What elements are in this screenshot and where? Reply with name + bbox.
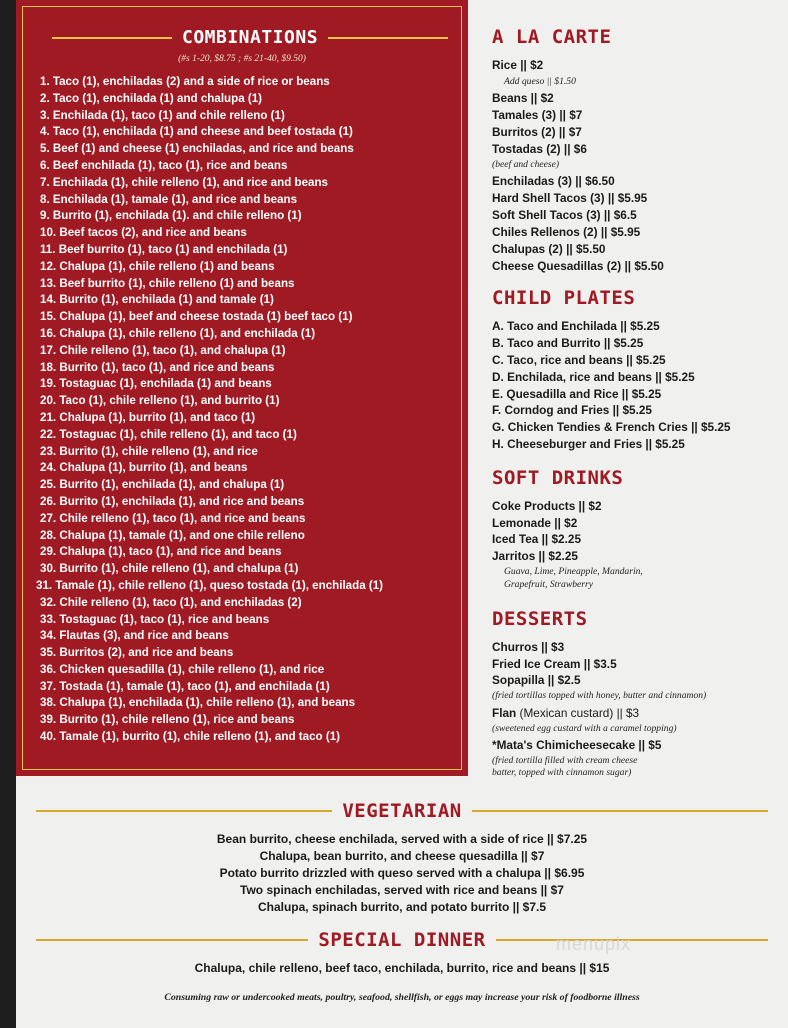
- menu-page: [16, 0, 788, 1028]
- combo-item: 13. Beef burrito (1), chile relleno (1) and beans: [40, 276, 295, 290]
- child-plate-item: D. Enchilada, rice and beans || $5.25: [492, 370, 695, 384]
- special-dinner-rule-right: [496, 939, 768, 941]
- dessert-flan-note: (sweetened egg custard with a caramel topping): [492, 723, 677, 734]
- header-rule-left: [52, 37, 172, 39]
- dessert-churros: Churros || $3: [492, 640, 565, 654]
- jarritos-flavors-line2: Grapefruit, Strawberry: [504, 579, 594, 590]
- dessert-sopapilla: Sopapilla || $2.5: [492, 673, 581, 687]
- combo-item: 16. Chalupa (1), chile relleno (1), and enchilada (1): [40, 326, 316, 340]
- special-dinner-header: [36, 929, 768, 951]
- special-dinner-item: Chalupa, chile relleno, beef taco, enchilada, burrito, rice and beans || $15: [194, 961, 610, 975]
- combo-item: 40. Tamale (1), burrito (1), chile relleno (1), and taco (1): [40, 730, 340, 744]
- child-plates-title: CHILD PLATES: [492, 287, 636, 309]
- soft-drinks-title: SOFT DRINKS: [492, 467, 624, 489]
- a-la-carte-rice: Rice || $2: [492, 58, 544, 72]
- a-la-carte-enchiladas: Enchiladas (3) || $6.50: [492, 174, 615, 188]
- combo-item: 17. Chile relleno (1), taco (1), and chalupa (1): [40, 343, 286, 357]
- soft-drink-jarritos: Jarritos || $2.25: [492, 549, 578, 563]
- child-plate-item: B. Taco and Burrito || $5.25: [492, 336, 644, 350]
- combinations-panel: [16, 0, 468, 776]
- combo-item: 5. Beef (1) and cheese (1) enchiladas, and rice and beans: [40, 142, 354, 156]
- combo-item: 37. Tostada (1), tamale (1), taco (1), and enchilada (1): [40, 679, 330, 693]
- combo-item: 2. Taco (1), enchilada (1) and chalupa (1): [40, 91, 263, 105]
- combo-item: 4. Taco (1), enchilada (1) and cheese and beef tostada (1): [40, 125, 353, 139]
- a-la-carte-tostadas: Tostadas (2) || $6: [492, 142, 587, 156]
- combo-item: 20. Taco (1), chile relleno (1), and burrito (1): [40, 394, 280, 408]
- combo-item: 3. Enchilada (1), taco (1) and chile relleno (1): [40, 108, 285, 122]
- child-plate-item: G. Chicken Tendies & French Cries || $5.25: [492, 420, 731, 434]
- vegetarian-item: Two spinach enchiladas, served with rice and beans || $7: [240, 883, 564, 897]
- a-la-carte-chalupas: Chalupas (2) || $5.50: [492, 242, 606, 256]
- dessert-chimicheesecake: *Mata's Chimicheesecake || $5: [492, 738, 662, 752]
- combo-item: 10. Beef tacos (2), and rice and beans: [40, 226, 247, 240]
- combo-item: 33. Tostaguac (1), taco (1), rice and beans: [40, 612, 270, 626]
- soft-drink-lemonade: Lemonade || $2: [492, 516, 578, 530]
- combinations-list: [36, 74, 462, 746]
- combo-item: 7. Enchilada (1), chile relleno (1), and rice and beans: [40, 175, 328, 189]
- combo-item: 27. Chile relleno (1), taco (1), and rice and beans: [40, 511, 306, 525]
- vegetarian-header: [36, 800, 768, 822]
- soft-drink-coke: Coke Products || $2: [492, 499, 602, 513]
- combo-item: 34. Flautas (3), and rice and beans: [40, 629, 229, 643]
- combo-item: 31. Tamale (1), chile relleno (1), queso tostada (1), enchilada (1): [36, 578, 384, 592]
- combo-item: 30. Burrito (1), chile relleno (1), and chalupa (1): [40, 562, 299, 576]
- food-safety-disclaimer: Consuming raw or undercooked meats, poultry, seafood, shellfish, or eggs may increase your risk of foodborne illness: [164, 992, 640, 1003]
- combo-item: 11. Beef burrito (1), taco (1) and enchilada (1): [40, 242, 288, 256]
- dessert-flan: [492, 706, 639, 720]
- combo-item: 39. Burrito (1), chile relleno (1), rice and beans: [40, 713, 295, 727]
- combinations-header: [52, 27, 448, 48]
- combo-item: 24. Chalupa (1), burrito (1), and beans: [40, 461, 248, 475]
- combo-item: 32. Chile relleno (1), taco (1), and enchiladas (2): [40, 595, 302, 609]
- a-la-carte-title: A LA CARTE: [492, 26, 612, 48]
- vegetarian-title: VEGETARIAN: [342, 800, 462, 822]
- menupix-watermark: menupix: [556, 934, 632, 954]
- a-la-carte-beans: Beans || $2: [492, 91, 554, 105]
- combo-item: 23. Burrito (1), chile relleno (1), and rice: [40, 444, 258, 458]
- a-la-carte-hard-tacos: Hard Shell Tacos (3) || $5.95: [492, 191, 648, 205]
- combo-item: 21. Chalupa (1), burrito (1), and taco (1): [40, 410, 256, 424]
- jarritos-flavors-line1: Guava, Lime, Pineapple, Mandarin,: [504, 566, 643, 577]
- combo-item: 1. Taco (1), enchiladas (2) and a side of rice or beans: [40, 75, 330, 88]
- vegetarian-rule-left: [36, 810, 332, 812]
- desserts-title: DESSERTS: [492, 608, 588, 630]
- vegetarian-item: Potato burrito drizzled with queso served with a chalupa || $6.95: [219, 866, 585, 880]
- combo-item: 25. Burrito (1), enchilada (1), and chalupa (1): [40, 478, 285, 492]
- combo-item: 28. Chalupa (1), tamale (1), and one chile relleno: [40, 528, 305, 542]
- a-la-carte-soft-tacos: Soft Shell Tacos (3) || $6.5: [492, 208, 637, 222]
- dessert-flan-name: Flan: [492, 706, 517, 720]
- combo-item: 12. Chalupa (1), chile relleno (1) and beans: [40, 259, 275, 273]
- a-la-carte-tamales: Tamales (3) || $7: [492, 108, 583, 122]
- combo-item: 19. Tostaguac (1), enchilada (1) and beans: [40, 377, 272, 391]
- dessert-chimi-note-1: (fried tortilla filled with cream cheese: [492, 755, 638, 766]
- a-la-carte-quesadillas: Cheese Quesadillas (2) || $5.50: [492, 259, 664, 273]
- a-la-carte-rice-note: Add queso || $1.50: [504, 76, 576, 87]
- dessert-sopapilla-note: (fried tortillas topped with honey, butter and cinnamon): [492, 690, 707, 701]
- combinations-title: COMBINATIONS: [181, 27, 319, 48]
- child-plate-item: F. Corndog and Fries || $5.25: [492, 403, 652, 417]
- header-rule-right: [328, 37, 448, 39]
- dessert-chimi-note-2: batter, topped with cinnamon sugar): [492, 767, 632, 778]
- a-la-carte-chiles: Chiles Rellenos (2) || $5.95: [492, 225, 641, 239]
- child-plate-item: C. Taco, rice and beans || $5.25: [492, 353, 666, 367]
- combo-item: 8. Enchilada (1), tamale (1), and rice and beans: [40, 192, 298, 206]
- combo-item: 18. Burrito (1), taco (1), and rice and beans: [40, 360, 275, 374]
- combo-item: 35. Burritos (2), and rice and beans: [40, 646, 234, 660]
- soft-drink-iced-tea: Iced Tea || $2.25: [492, 532, 582, 546]
- combo-item: 22. Tostaguac (1), chile relleno (1), and taco (1): [40, 427, 297, 441]
- a-la-carte-burritos: Burritos (2) || $7: [492, 125, 582, 139]
- combo-item: 15. Chalupa (1), beef and cheese tostada (1) beef taco (1): [40, 310, 353, 324]
- combo-item: 38. Chalupa (1), enchilada (1), chile relleno (1), and beans: [40, 696, 356, 710]
- combinations-price-note: (#s 1-20, $8.75 ; #s 21-40, $9.50): [178, 54, 306, 64]
- combo-item: 26. Burrito (1), enchilada (1), and rice and beans: [40, 494, 305, 508]
- vegetarian-item: Bean burrito, cheese enchilada, served with a side of rice || $7.25: [216, 832, 588, 846]
- vegetarian-item: Chalupa, bean burrito, and cheese quesadilla || $7: [259, 849, 545, 863]
- combo-item: 14. Burrito (1), enchilada (1) and tamale (1): [40, 293, 274, 307]
- vegetarian-rule-right: [472, 810, 768, 812]
- combo-item: 9. Burrito (1), enchilada (1). and chile relleno (1): [40, 209, 302, 223]
- a-la-carte-tostadas-note: (beef and cheese): [492, 159, 560, 170]
- combo-item: 6. Beef enchilada (1), taco (1), rice and beans: [40, 158, 288, 172]
- combo-item: 36. Chicken quesadilla (1), chile relleno (1), and rice: [40, 662, 325, 676]
- dessert-fried-ice-cream: Fried Ice Cream || $3.5: [492, 657, 617, 671]
- dessert-flan-desc: (Mexican custard) || $3: [516, 706, 640, 720]
- special-dinner-rule-left: [36, 939, 308, 941]
- vegetarian-item: Chalupa, spinach burrito, and potato burrito || $7.5: [257, 900, 547, 914]
- child-plate-item: E. Quesadilla and Rice || $5.25: [492, 387, 662, 401]
- child-plate-item: H. Cheeseburger and Fries || $5.25: [492, 437, 685, 451]
- special-dinner-title: SPECIAL DINNER: [318, 929, 486, 951]
- child-plate-item: A. Taco and Enchilada || $5.25: [492, 319, 660, 333]
- combo-item: 29. Chalupa (1), taco (1), and rice and beans: [40, 545, 282, 559]
